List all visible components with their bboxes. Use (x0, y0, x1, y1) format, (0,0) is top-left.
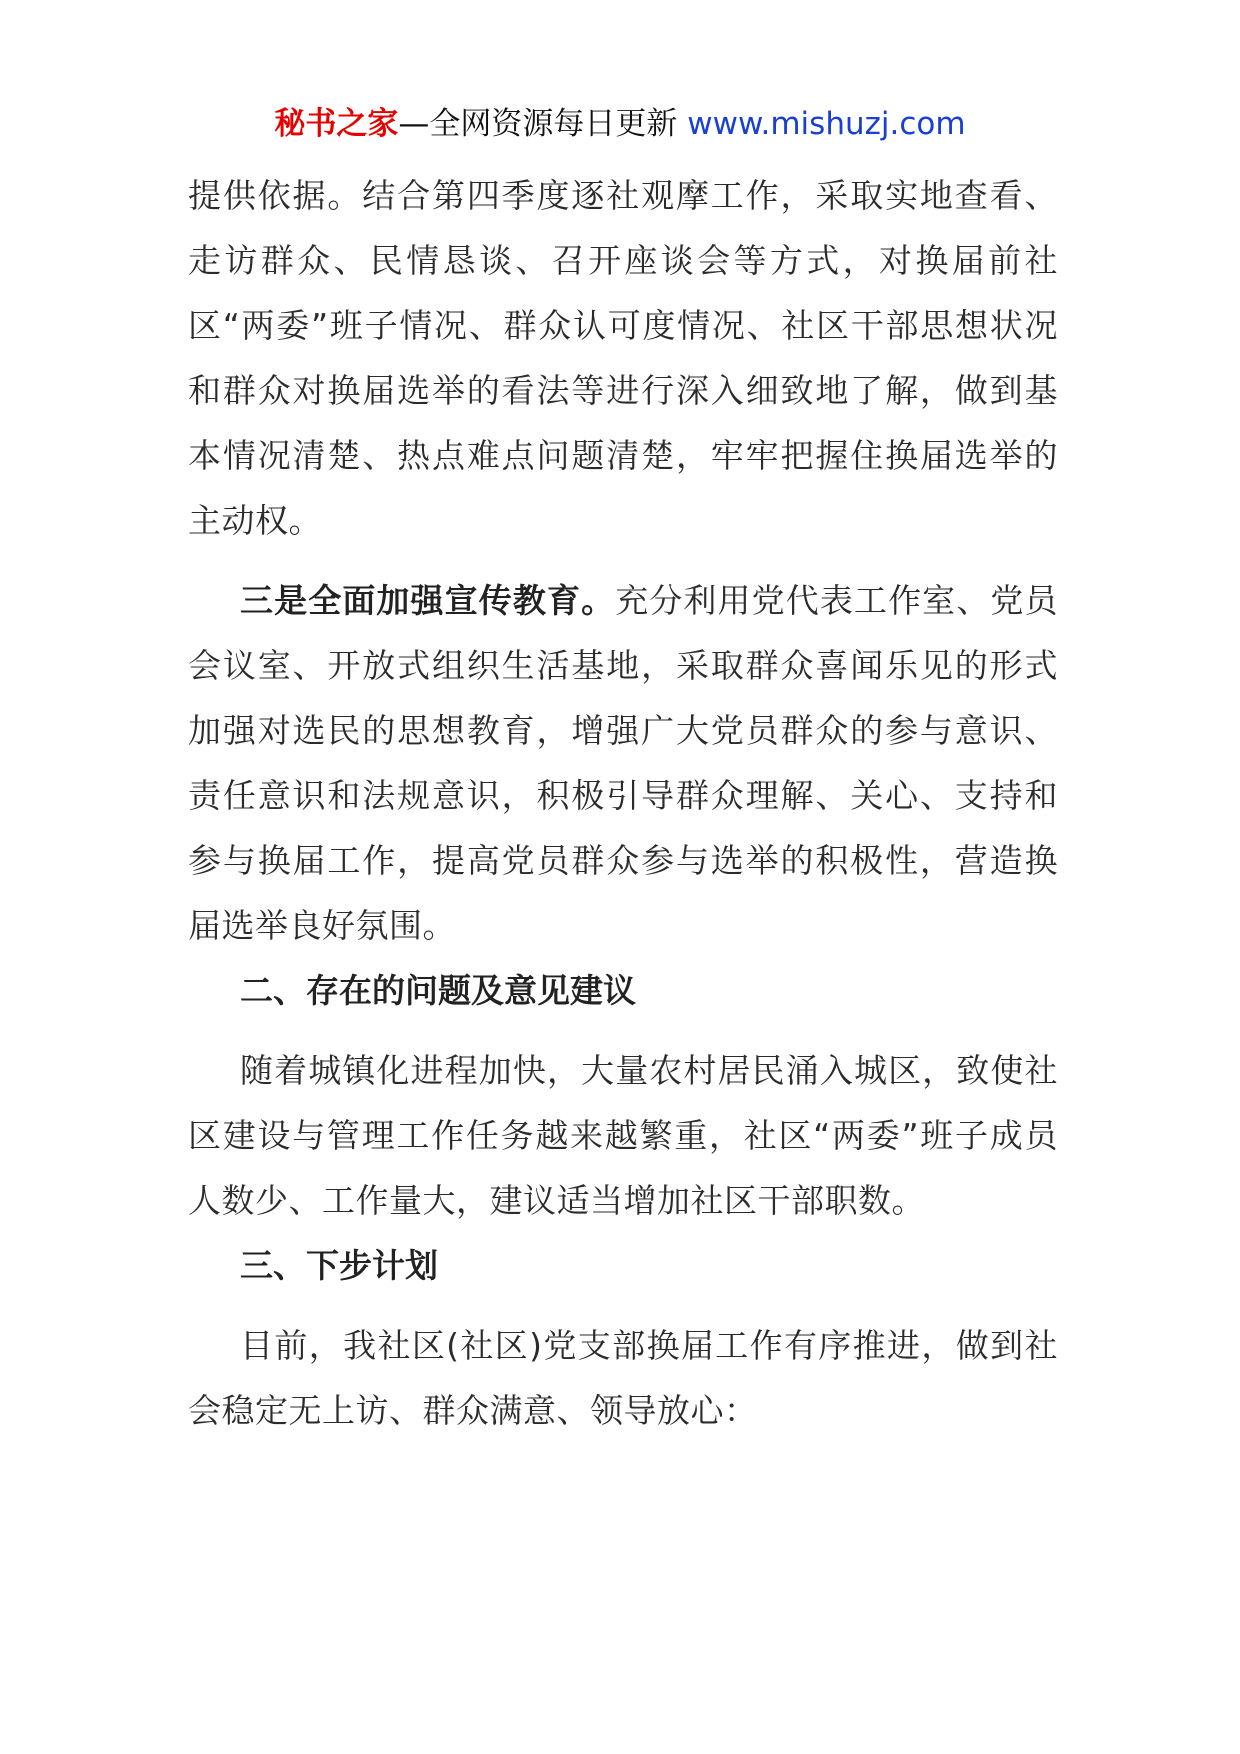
paragraph-body-text: 充分利用党代表工作室、党员会议室、开放式组织生活基地，采取群众喜闻乐见的形式加强对选民的思想教育，增强广大党员群众的参与意识、责任意识和法规意识，积极引导群众理解、关心、支持和参与换届工作，提高党员群众参与选举的积极性，营造换届选举良好氛围。 (188, 581, 1059, 945)
paragraph-problems: 随着城镇化进程加快，大量农村居民涌入城区，致使社区建设与管理工作任务越来越繁重，社区“两委”班子成员人数少、工作量大，建议适当增加社区干部职数。 (188, 1051, 1058, 1220)
section-heading-next-steps: 三、下步计划 (240, 1246, 438, 1285)
brand-name: 秘书之家 (274, 106, 399, 142)
site-url-link[interactable]: www.mishuzj.com (687, 106, 966, 142)
section-heading-problems: 二、存在的问题及意见建议 (240, 971, 636, 1010)
paragraph-lead-bold: 三是全面加强宣传教育。 (240, 581, 616, 620)
header-tagline: —全网资源每日更新 (398, 106, 678, 142)
paragraph-next-steps: 目前，我社区(社区)党支部换届工作有序推进，做到社会稳定无上访、群众满意、领导放心： (188, 1326, 1058, 1430)
document-body (188, 163, 1058, 1443)
paragraph-publicity-education (188, 568, 1058, 958)
site-header (0, 100, 1240, 148)
paragraph-continuation: 提供依据。结合第四季度逐社观摩工作，采取实地查看、走访群众、民情恳谈、召开座谈会等方式，对换届前社区“两委”班子情况、群众认可度情况、社区干部思想状况和群众对换届选举的看法等进行深入细致地了解，做到基本情况清楚、热点难点问题清楚，牢牢把握住换届选举的主动权。 (188, 176, 1058, 540)
